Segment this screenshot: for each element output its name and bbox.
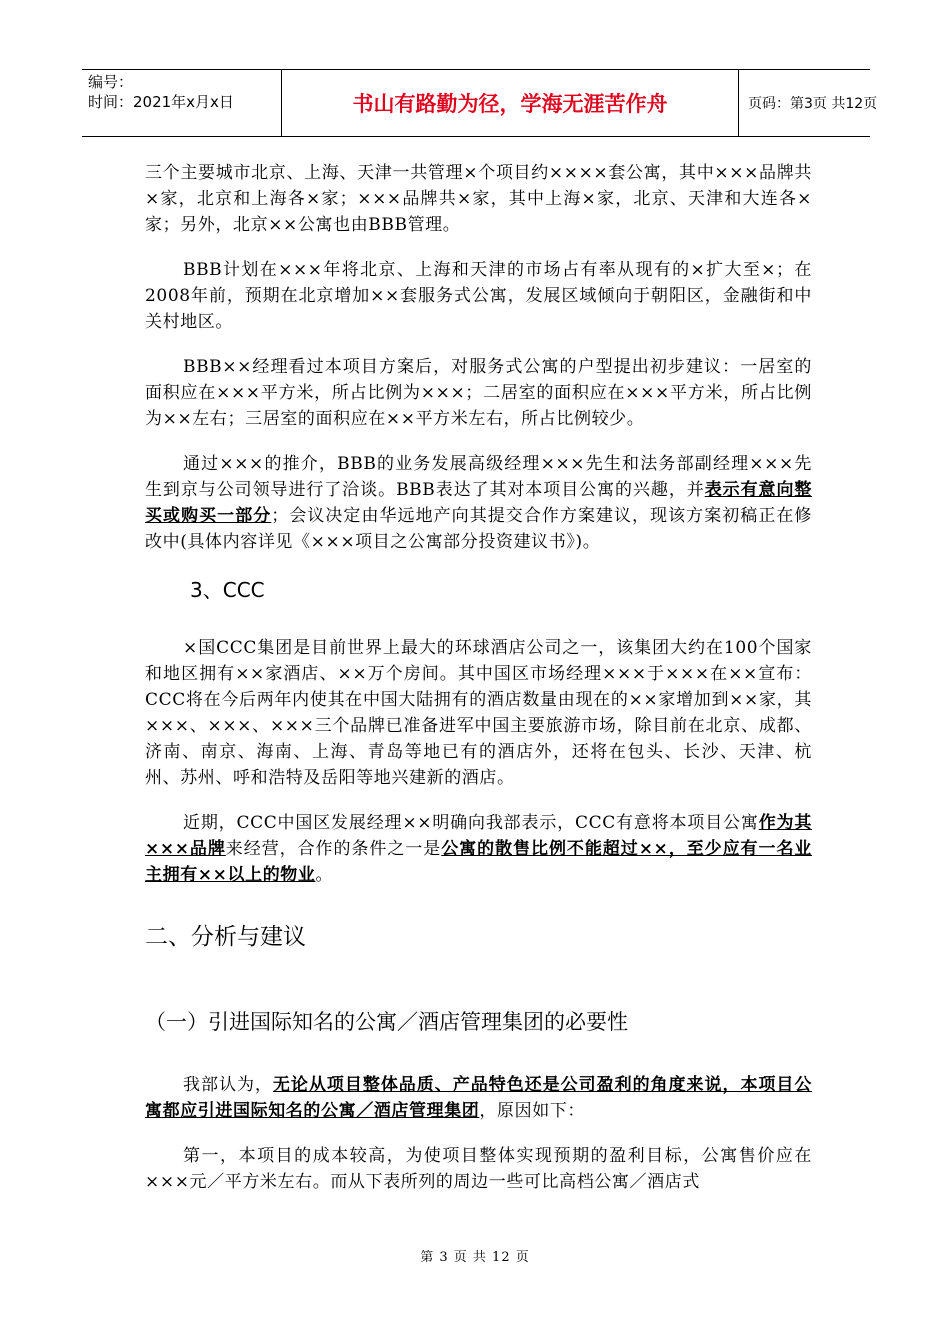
- paragraph-4-text-a: 通过×××的推介，BBB的业务发展高级经理×××先生和法务部副经理×××先生到京与公司领导进行了洽谈。BBB表达了其对本项目公寓的兴趣，并: [145, 454, 812, 500]
- paragraph-3: BBB××经理看过本项目方案后，对服务式公寓的户型提出初步建议：一居室的面积应在×××平方米，所占比例为×××；二居室的面积应在×××平方米，所占比例为××左右；三居室的面积应在××平方米左右，所占比例较少。: [145, 357, 812, 429]
- page-header: [82, 69, 878, 137]
- paragraph-6: [145, 810, 812, 888]
- doc-number-label: 编号：: [88, 73, 134, 91]
- paragraph-8: 第一，本项目的成本较高，为使项目整体实现预期的盈利目标，公寓售价应在×××元／平方米左右。而从下表所列的周边一些可比高档公寓／酒店式: [145, 1146, 812, 1192]
- doc-time-label: 时间：2021年x月x日: [88, 93, 234, 111]
- paragraph-7: [145, 1072, 812, 1124]
- header-page-label: 页码：第3页 共12页: [748, 96, 878, 112]
- document-body: [145, 160, 812, 1214]
- paragraph-1: 三个主要城市北京、上海、天津一共管理×个项目约××××套公寓，其中×××品牌共×家，北京和上海各×家；×××品牌共×家，其中上海×家，北京、天津和大连各×家；另外，北京××公寓也由BBB管理。: [145, 163, 812, 235]
- subsection-heading-necessity: （一）引进国际知名的公寓／酒店管理集团的必要性: [145, 1010, 628, 1034]
- paragraph-4: [145, 451, 812, 555]
- paragraph-4-emphasis: 表示有意向整买或购买一部分: [145, 480, 812, 526]
- section-heading-analysis: 二、分析与建议: [145, 924, 306, 950]
- paragraph-6-emphasis-2: 公寓的散售比例不能超过××，至少应有一名业主拥有××以上的物业: [145, 839, 813, 885]
- paragraph-5: ×国CCC集团是目前世界上最大的环球酒店公司之一，该集团大约在100个国家和地区拥有××家酒店、××万个房间。其中国区市场经理×××于×××在××宣布：CCC将在今后两年内使其在中国大陆拥有的酒店数量由现在的××家增加到××家，其×××、×××、×××三个品牌已准备进军中国主要旅游市场，除目前在北京、成都、济南、南京、海南、上海、青岛等地已有的酒店外，还将在包头、长沙、天津、杭州、苏州、呼和浩特及岳阳等地兴建新的酒店。: [145, 638, 812, 788]
- paragraph-6-text-c: 。: [315, 865, 334, 885]
- paragraph-6-emphasis-1: 作为其×××品牌: [145, 813, 812, 859]
- paragraph-7-text-a: 我部认为，: [183, 1075, 273, 1095]
- paragraph-7-text-b: ，原因如下：: [479, 1101, 586, 1121]
- paragraph-6-text-a: 近期，CCC中国区发展经理××明确向我部表示，CCC有意将本项目公寓: [183, 813, 759, 833]
- page-footer: 第 3 页 共 12 页: [420, 1250, 530, 1265]
- header-info: [82, 70, 282, 136]
- paragraph-7-emphasis: 无论从项目整体品质、产品特色还是公司盈利的角度来说，本项目公寓都应引进国际知名的公寓／酒店管理集团: [145, 1075, 813, 1121]
- paragraph-4-text-b: ；会议决定由华远地产向其提交合作方案建议，现该方案初稿正在修改中(具体内容详见《×××项目之公寓部分投资建议书》)。: [145, 506, 813, 552]
- header-motto: 书山有路勤为径，学海无涯苦作舟: [282, 70, 739, 136]
- subsection-heading-ccc: 3、CCC: [190, 578, 265, 602]
- paragraph-6-text-b: 来经营，合作的条件之一是: [225, 839, 442, 859]
- paragraph-2: BBB计划在×××年将北京、上海和天津的市场占有率从现有的×扩大至×；在2008年前，预期在北京增加××套服务式公寓，发展区域倾向于朝阳区，金融街和中关村地区。: [145, 260, 812, 332]
